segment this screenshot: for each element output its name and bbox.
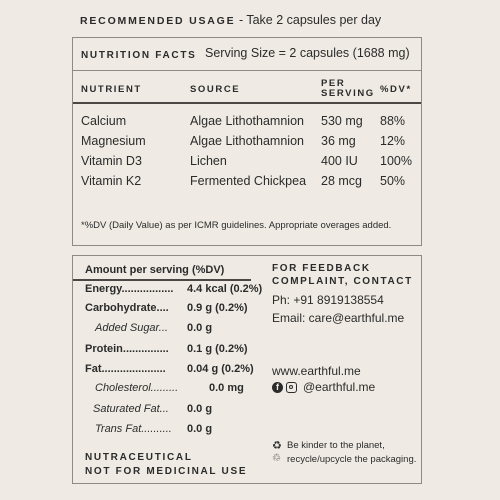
- carbohydrate-value: 0.9 g (0.2%): [187, 302, 248, 314]
- nutraceutical-label: NUTRACEUTICAL: [85, 452, 193, 463]
- nutrition-facts-panel: [72, 37, 422, 246]
- nutrient-amount: 36 mg: [321, 134, 356, 148]
- added-sugar-value: 0.0 g: [187, 322, 213, 334]
- social-handle: [272, 380, 375, 394]
- nutrient-name: Vitamin K2: [81, 174, 142, 188]
- hand-bin-icon: ♲: [272, 453, 281, 464]
- header-divider: [73, 102, 421, 104]
- facebook-icon[interactable]: f: [272, 382, 283, 393]
- nutrition-facts-heading: NUTRITION FACTS: [81, 50, 197, 61]
- nutrient-amount: 530 mg: [321, 114, 363, 128]
- divider: [73, 70, 421, 71]
- fat-value: 0.04 g (0.2%): [187, 363, 254, 375]
- nutrient-source: Lichen: [190, 154, 227, 168]
- eco-message-line-1: Be kinder to the planet,: [287, 440, 385, 451]
- nutrient-name: Magnesium: [81, 134, 146, 148]
- nutrient-dv: 12%: [380, 134, 406, 148]
- instagram-icon[interactable]: [286, 382, 297, 393]
- saturated-fat-label: Saturated Fat...: [93, 403, 169, 415]
- recommended-usage-label: RECOMMENDED USAGE: [80, 15, 236, 27]
- nutrient-name: Calcium: [81, 114, 127, 128]
- feedback-heading-line-1: FOR FEEDBACK: [272, 263, 371, 274]
- not-for-medicinal-use-label: NOT FOR MEDICINAL USE: [85, 466, 248, 477]
- nutrient-amount: 28 mcg: [321, 174, 362, 188]
- added-sugar-label: Added Sugar...: [95, 322, 168, 334]
- column-header-dv: %DV*: [380, 84, 412, 95]
- cholesterol-label: Cholesterol.........: [95, 382, 179, 394]
- column-header-per: PER: [321, 78, 346, 89]
- nutrient-dv: 50%: [380, 174, 406, 188]
- protein-value: 0.1 g (0.2%): [187, 343, 248, 355]
- recommended-usage: [80, 13, 381, 27]
- column-header-nutrient: NUTRIENT: [81, 84, 142, 95]
- feedback-heading-line-2: COMPLAINT, CONTACT: [272, 276, 413, 287]
- trans-fat-label: Trans Fat..........: [95, 423, 172, 435]
- column-header-serving: SERVING: [321, 88, 375, 99]
- nutrient-source: Algae Lithothamnion: [190, 114, 304, 128]
- nutrient-amount: 400 IU: [321, 154, 358, 168]
- nutrient-dv: 88%: [380, 114, 406, 128]
- nutrient-source: Algae Lithothamnion: [190, 134, 304, 148]
- feedback-heading: [272, 262, 413, 288]
- column-header-per-serving: [321, 79, 375, 99]
- saturated-fat-value: 0.0 g: [187, 403, 213, 415]
- eco-message-line-2: recycle/upcycle the packaging.: [287, 454, 417, 465]
- column-header-source: SOURCE: [190, 84, 241, 95]
- email-address: Email: care@earthful.me: [272, 311, 405, 325]
- recommended-usage-text: - Take 2 capsules per day: [238, 13, 382, 27]
- amount-per-serving-title: Amount per serving (%DV): [85, 264, 225, 276]
- recycle-icon: ♻: [272, 440, 282, 452]
- nutrient-name: Vitamin D3: [81, 154, 142, 168]
- phone-number: Ph: +91 8919138554: [272, 293, 384, 307]
- protein-label: Protein...............: [85, 343, 169, 355]
- fat-label: Fat.....................: [85, 363, 166, 375]
- nutrient-dv: 100%: [380, 154, 412, 168]
- social-handle-text: @earthful.me: [303, 380, 376, 394]
- carbohydrate-label: Carbohydrate....: [85, 302, 169, 314]
- trans-fat-value: 0.0 g: [187, 423, 213, 435]
- nutrient-source: Fermented Chickpea: [190, 174, 307, 188]
- serving-size: Serving Size = 2 capsules (1688 mg): [205, 46, 410, 60]
- cholesterol-value: 0.0 mg: [209, 382, 244, 394]
- website-link[interactable]: www.earthful.me: [272, 364, 361, 378]
- energy-value: 4.4 kcal (0.2%): [187, 283, 263, 295]
- energy-label: Energy.................: [85, 283, 174, 295]
- footnote: *%DV (Daily Value) as per ICMR guidelines. Appropriate overages added.: [81, 220, 392, 231]
- amount-divider: [73, 279, 251, 281]
- amount-per-serving-panel: [72, 255, 422, 484]
